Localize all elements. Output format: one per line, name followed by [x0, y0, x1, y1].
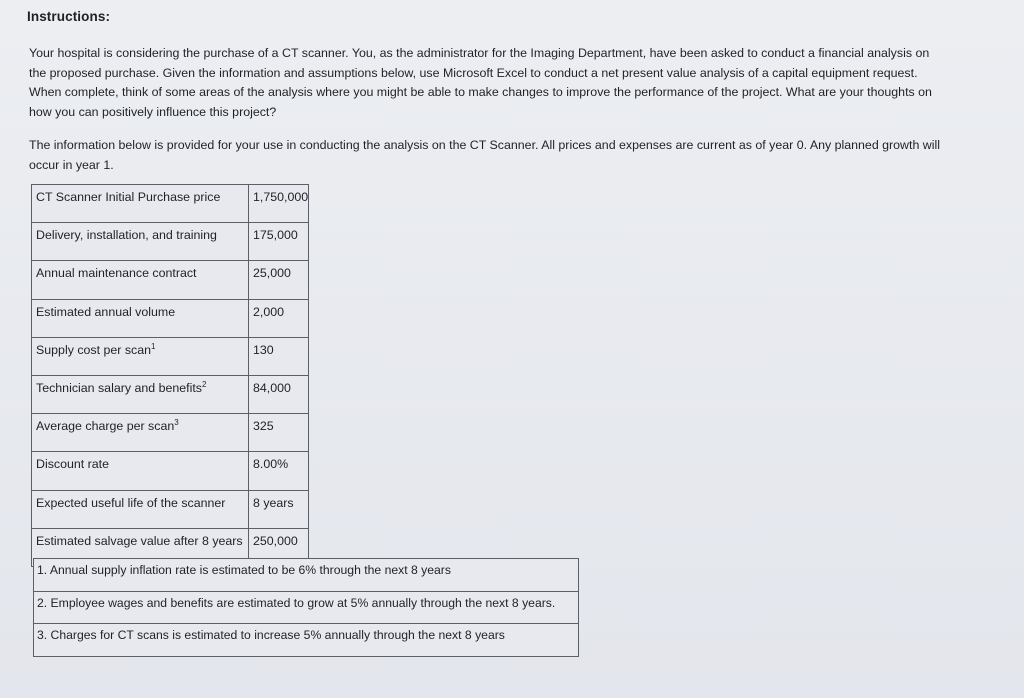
row-label: Estimated annual volume [32, 299, 249, 337]
row-value: 8 years [249, 490, 309, 528]
footnote-ref: 1 [151, 341, 156, 351]
intro-line: the proposed purchase. Given the information and assumptions below, use Microsoft Excel to conduct a net present value analysis of a capital equipment request. [29, 65, 918, 80]
row-label: Expected useful life of the scanner [32, 490, 249, 528]
footnote-row [34, 559, 579, 592]
footnote-ref: 3 [174, 418, 179, 427]
footnote-row [34, 591, 579, 624]
table-row [32, 375, 309, 413]
intro-line: Your hospital is considering the purchase of a CT scanner. You, as the administrator for the Imaging Department, have been asked to conduct a financial analysis on [29, 46, 930, 60]
footnote-text: 1. Annual supply inflation rate is estimated to be 6% through the next 8 years [34, 559, 579, 592]
info-line: occur in year 1. [29, 157, 114, 172]
row-label: Annual maintenance contract [32, 261, 249, 299]
table-row [32, 185, 309, 223]
table-row [32, 337, 309, 375]
row-value: 1,750,000 [249, 185, 309, 223]
row-label: Technician salary and benefits$^2$ [32, 375, 249, 413]
footnote-text: 3. Charges for CT scans is estimated to increase 5% annually through the next 8 years [34, 624, 579, 657]
row-value: 25,000 [249, 261, 309, 299]
table-row [32, 452, 309, 490]
intro-line: When complete, think of some areas of the analysis where you might be able to make changes to improve the performance of the project. What are your thoughts on [29, 85, 932, 99]
row-label: Discount rate [32, 452, 249, 490]
intro-paragraph [29, 44, 932, 122]
row-label: Supply cost per scan$^1$ [32, 337, 249, 375]
instructions-heading: Instructions: [27, 9, 111, 24]
footnote-row [34, 624, 579, 657]
footnote-ref: 2 [202, 379, 207, 389]
table-row [32, 490, 309, 528]
table-row [32, 414, 309, 452]
table-row [32, 261, 309, 299]
row-value: 325 [249, 414, 309, 452]
row-label: CT Scanner Initial Purchase price [32, 185, 249, 223]
row-label: Average charge per scan$^3$ [32, 414, 249, 452]
row-label: Delivery, installation, and training [32, 223, 249, 261]
table-row [32, 299, 309, 337]
info-line: The information below is provided for your use in conducting the analysis on the CT Scanner. All prices and expenses are current as of year 0. Any planned growth will [29, 138, 940, 152]
row-value: 130 [249, 337, 309, 375]
row-label: Estimated salvage value after 8 years [32, 528, 249, 566]
footnotes-table [33, 558, 579, 657]
info-paragraph [29, 136, 940, 175]
footnote-text: 2. Employee wages and benefits are estimated to grow at 5% annually through the next 8 years. [34, 591, 579, 624]
intro-line: how you can positively influence this project? [29, 104, 277, 119]
assumptions-table [31, 184, 309, 567]
row-value: 175,000 [249, 223, 309, 261]
row-value: 250,000 [249, 528, 309, 566]
table-row [32, 223, 309, 261]
row-value: 84,000 [249, 375, 309, 413]
row-value: 8.00% [249, 452, 309, 490]
row-value: 2,000 [249, 299, 309, 337]
